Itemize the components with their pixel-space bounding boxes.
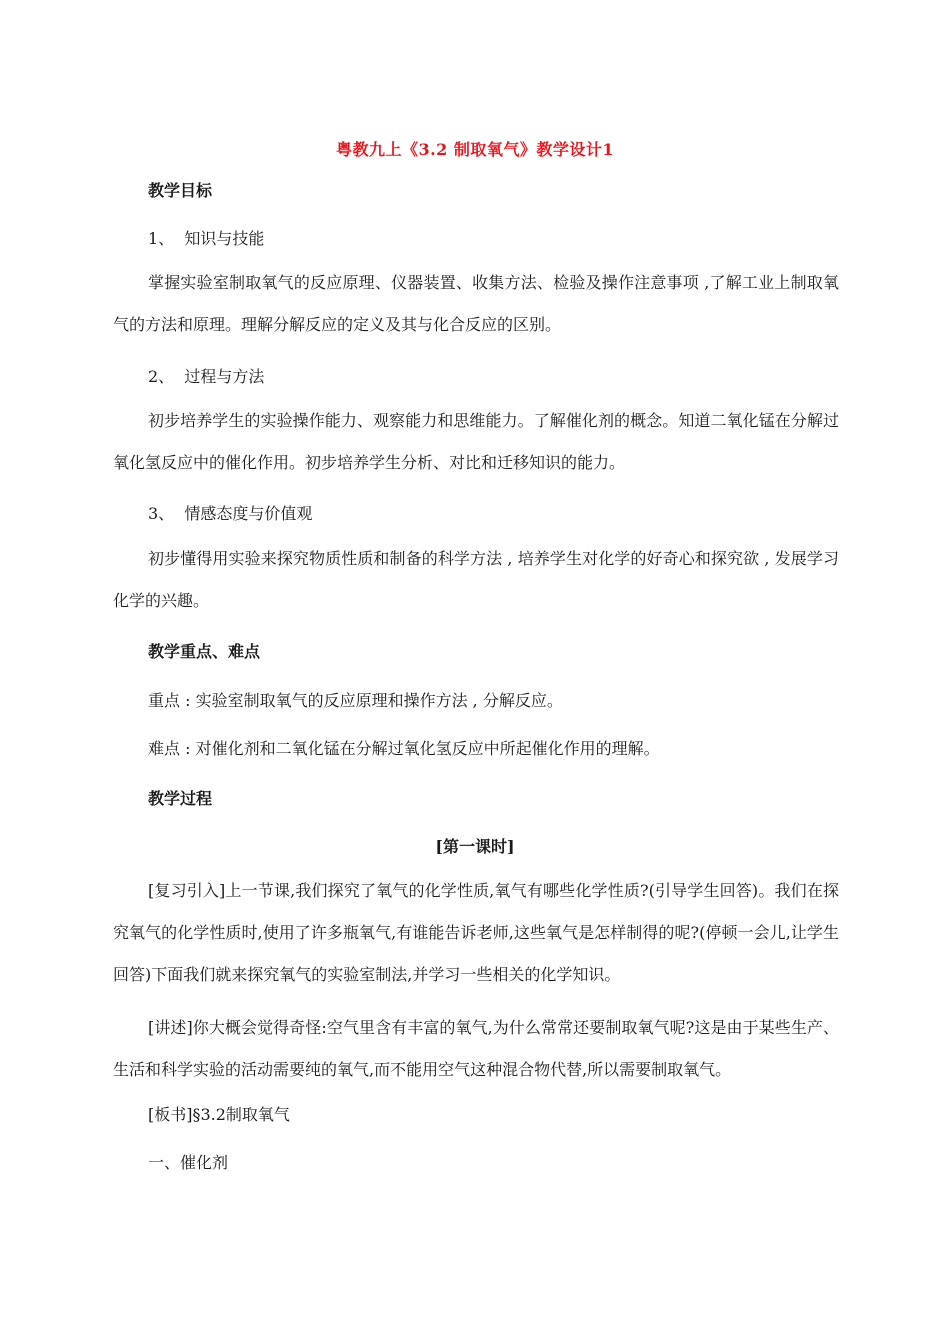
objective-3-text: 初步懂得用实验来探究物质性质和制备的科学方法 , 培养学生对化学的好奇心和探究欲 , 发展学习化学的兴趣。 xyxy=(113,549,839,610)
difficult-point-text: 难点 : 对催化剂和二氧化锰在分解过氧化氢反应中所起催化作用的理解。 xyxy=(148,739,660,758)
board-note: [板书]§3.2制取氧气 xyxy=(148,1105,290,1124)
subsection-catalyst-heading: 一、催化剂 xyxy=(148,1153,229,1172)
section-process-heading: 教学过程 xyxy=(148,789,213,808)
objective-3-heading: 3、 情感态度与价值观 xyxy=(148,504,313,523)
key-point-text: 重点 : 实验室制取氧气的反应原理和操作方法 , 分解反应。 xyxy=(148,691,563,710)
document-title: 粤教九上《3.2 制取氧气》教学设计1 xyxy=(335,140,615,159)
section-objectives-heading: 教学目标 xyxy=(148,181,213,200)
lesson-label: [第一课时] xyxy=(435,837,515,856)
review-paragraph: [复习引入]上一节课,我们探究了氧气的化学性质,氧气有哪些化学性质?(引导学生回答)。我们在探究氧气的化学性质时,使用了许多瓶氧气,有谁能告诉老师,这些氧气是怎样制得的呢?(停顿一会儿,让学生回答)下面我们就来探究氧气的实验室制法,并学习一些相关的化学知识。 xyxy=(113,881,839,984)
lecture-paragraph: [讲述]你大概会觉得奇怪:空气里含有丰富的氧气,为什么常常还要制取氧气呢?这是由于某些生产、生活和科学实验的活动需要纯的氧气,而不能用空气这种混合物代替,所以需要制取氧气。 xyxy=(113,1018,839,1079)
objective-2-heading: 2、 过程与方法 xyxy=(148,367,265,386)
objective-2-text: 初步培养学生的实验操作能力、观察能力和思维能力。了解催化剂的概念。知道二氧化锰在分解过氧化氢反应中的催化作用。初步培养学生分析、对比和迁移知识的能力。 xyxy=(113,411,839,472)
objective-1-text: 掌握实验室制取氧气的反应原理、仪器装置、收集方法、检验及操作注意事项 ,了解工业上制取氧气的方法和原理。理解分解反应的定义及其与化合反应的区别。 xyxy=(113,273,839,334)
section-key-points-heading: 教学重点、难点 xyxy=(148,642,261,661)
objective-1-heading: 1、 知识与技能 xyxy=(148,229,265,248)
